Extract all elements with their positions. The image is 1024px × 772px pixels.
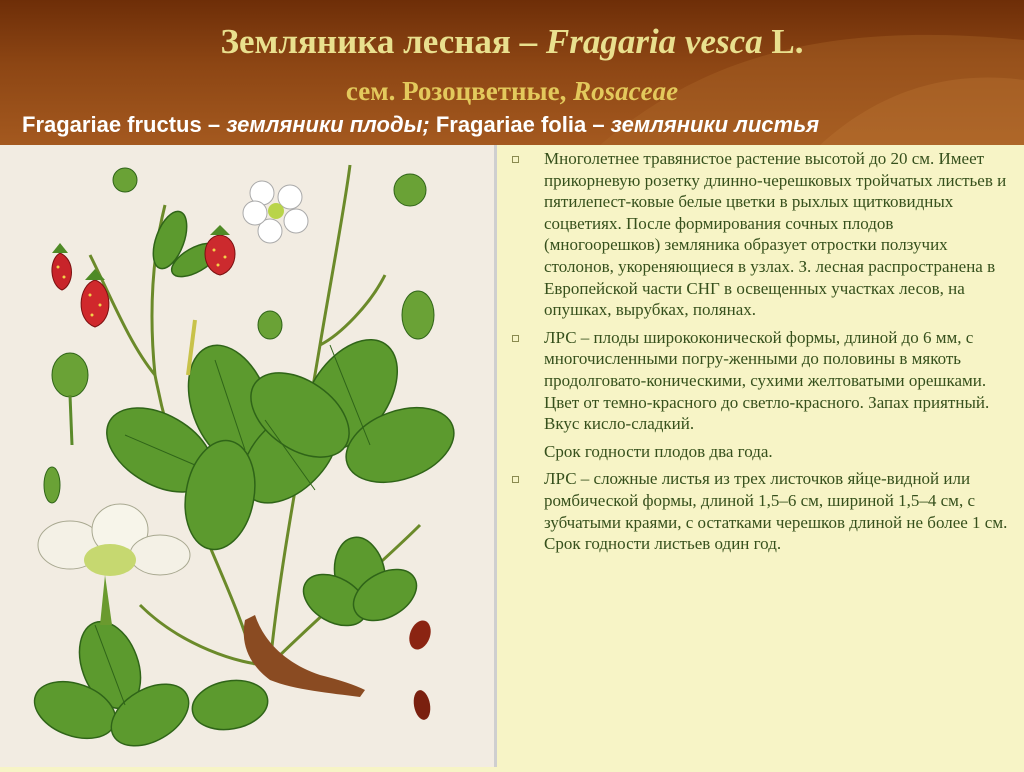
raw-material-line: [22, 112, 1024, 138]
description-text: Многолетнее травянистое растение высотой до 20 см. Имеет прикорневую розетку длинно-черешковых тройчатых листьев и пятилепест-ковые белые цветки в рыхлых щитковидных соцветиях. После формирования сочных плодов (многоорешков) земляника образует отростки ползучих столонов, укореняющиеся в узлах. З. лесная распространена в Европейской части СНГ в освещенных участках лесов, на опушках, вырубках, полянах.: [544, 149, 1007, 320]
slide-header: [0, 0, 1024, 145]
slide-title: [0, 22, 1024, 62]
family-line: [0, 76, 1024, 107]
title-author: L.: [762, 22, 804, 61]
fruit-shelf-life-text: Срок годности плодов два года.: [544, 441, 773, 461]
fruit-description-paragraph: [508, 327, 1008, 435]
leaf-latin: Fragariae folia –: [435, 112, 611, 137]
fruit-russian: земляники плоды;: [226, 112, 436, 137]
family-russian: сем. Розоцветные,: [345, 76, 574, 106]
leaf-description-paragraph: [508, 468, 1008, 554]
strawberry-plant-illustration: [0, 145, 494, 767]
plant-drawing-icon: [0, 145, 494, 767]
fruit-description-text: ЛРС – плоды ширококонической формы, длиной до 6 мм, с многочисленными погру-женными до половины в мякоть продолговато-коническими, сухими желтоватыми орешками. Цвет от темно-красного до светло-красного. Запах приятный. Вкус кисло-сладкий.: [544, 327, 990, 434]
title-latin: Fragaria vesca: [545, 22, 763, 61]
title-russian: Земляника лесная –: [220, 22, 546, 61]
bullet-square-icon: [512, 156, 519, 163]
description-panel: [508, 148, 1008, 760]
fruit-latin: Fragariae fructus –: [22, 112, 227, 137]
description-paragraph: [508, 148, 1008, 321]
family-latin: Rosaceae: [573, 76, 679, 106]
leaf-description-text: ЛРС – сложные листья из трех листочков яйце-видной или ромбической формы, длиной 1,5–6 см, шириной 1,5–4 см, с зубчатыми краями, с остатками черешков длиной не более 1 см. Срок годности листьев один год.: [544, 469, 1008, 554]
bullet-square-icon: [512, 335, 519, 342]
leaf-russian: земляники листья: [610, 112, 820, 137]
fruit-shelf-life-note: [508, 441, 1008, 463]
bullet-square-icon: [512, 476, 519, 483]
panel-divider: [494, 145, 497, 767]
